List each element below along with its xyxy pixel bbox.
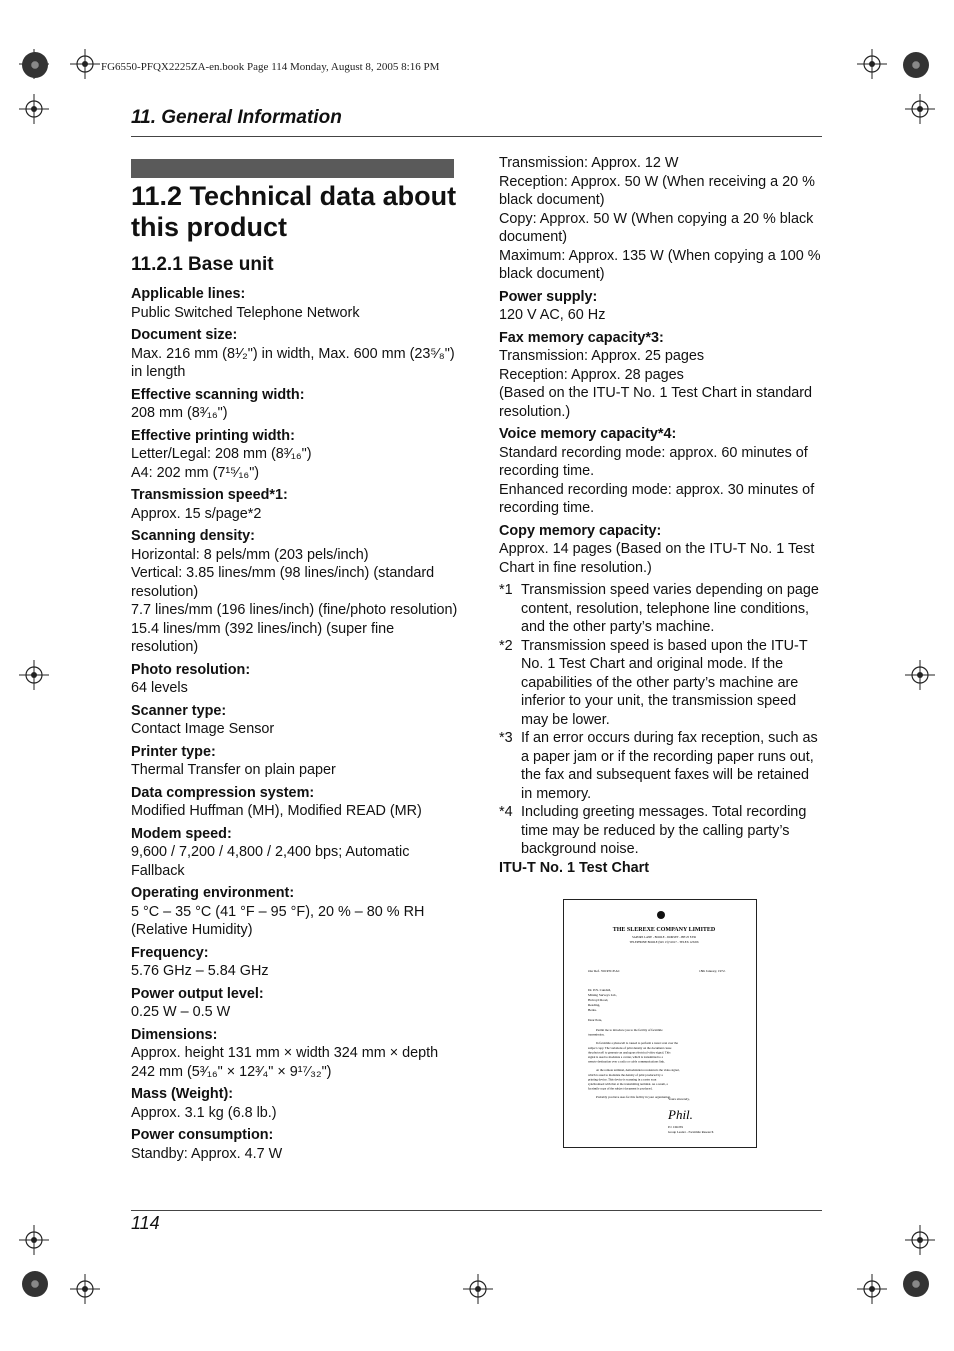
spec-label: Scanner type: — [131, 702, 227, 719]
spec-value: 0.25 W – 0.5 W — [131, 1004, 231, 1020]
letter-recipient-line: Reading, — [588, 1003, 601, 1007]
letter-address-1: SAPORS LANE - BOOLE - DORSET - BH 25 8 ER — [632, 935, 696, 939]
section-bar — [131, 159, 454, 178]
registration-mark-icon — [905, 1225, 935, 1255]
spec-item — [131, 944, 461, 981]
registration-mark-icon — [19, 660, 49, 690]
spec-value: 15.4 lines/mm (392 lines/inch) (super fine resolution) — [131, 620, 395, 655]
spec-item — [131, 486, 461, 523]
letter-recipient-line: Mining Surveys Ltd., — [588, 993, 618, 997]
spec-label: Copy memory capacity: — [499, 522, 662, 539]
spec-value: 120 V AC, 60 Hz — [499, 307, 606, 323]
spec-value: Copy: Approx. 50 W (When copying a 20 % black document) — [499, 210, 814, 245]
test-chart-image — [563, 899, 757, 1148]
footnote-text: Including greeting messages. Total recording time may be reduced by the calling party’s background noise. — [521, 804, 807, 857]
spec-label: Effective printing width: — [131, 427, 295, 444]
test-chart-title: ITU-T No. 1 Test Chart — [499, 859, 650, 876]
spec-value: Enhanced recording mode: approx. 30 minutes of recording time. — [499, 481, 815, 516]
footnote — [499, 581, 824, 637]
registration-mark-icon — [19, 1225, 49, 1255]
registration-mark-icon — [857, 49, 887, 79]
spec-item — [131, 1126, 461, 1163]
letter-paragraph-line: which is used to modulate the density of print produced by a — [588, 1072, 663, 1077]
spec-value: Approx. 3.1 kg (6.8 lb.) — [131, 1104, 277, 1121]
color-disc-icon — [903, 52, 929, 78]
spec-value: Approx. 15 s/page*2 — [131, 505, 262, 522]
spec-label: Voice memory capacity*4: — [499, 426, 677, 442]
spec-item — [131, 661, 461, 698]
power-consumption-continued — [499, 154, 824, 284]
spec-value: Max. 216 mm (8¹⁄₂") in width, Max. 600 mm (23⁵⁄₈") in length — [131, 345, 455, 380]
letter-paragraph-line: remote destination over a radio or cable communications link. — [588, 1059, 665, 1064]
registration-mark-icon — [905, 94, 935, 124]
spec-item — [131, 743, 461, 780]
footnote — [499, 729, 824, 803]
spec-item — [499, 522, 824, 578]
spec-value: Reception: Approx. 50 W (When receiving a 20 % black document) — [499, 173, 815, 208]
spec-value: Vertical: 3.85 lines/mm (98 lines/inch) (standard resolution) — [131, 565, 435, 600]
spec-value: Standard recording mode: approx. 60 minutes of recording time. — [499, 444, 808, 479]
color-disc-icon — [903, 1271, 929, 1297]
spec-value: Letter/Legal: 208 mm (8³⁄₁₆") — [131, 446, 312, 462]
footnote-text: If an error occurs during fax reception, such as a paper jam or if the recording paper runs out, the fax and subsequent faxes will be retained in memory. — [521, 730, 818, 802]
footnote — [499, 637, 824, 730]
spec-value: Thermal Transfer on plain paper — [131, 762, 336, 778]
spec-label: Modem speed: — [131, 825, 232, 842]
spec-item — [131, 985, 461, 1022]
spec-value: Contact Image Sensor — [131, 721, 275, 737]
spec-value: Public Switched Telephone Network — [131, 304, 360, 321]
spec-label: Frequency: — [131, 944, 209, 961]
registration-mark-icon — [905, 660, 935, 690]
spec-label: Document size: — [131, 327, 238, 343]
spec-value: 208 mm (8³⁄₁₆") — [131, 405, 228, 421]
letter-paragraph-line: signal is used to modulate a carrier, which is transmitted to a — [588, 1055, 663, 1059]
registration-mark-icon — [70, 1274, 100, 1304]
spec-value: Reception: Approx. 28 pages — [499, 366, 684, 383]
spec-label: Transmission speed*1: — [131, 487, 288, 503]
spec-value: Transmission: Approx. 25 pages — [499, 348, 705, 364]
spec-value: 9,600 / 7,200 / 4,800 / 2,400 bps; Automatic Fallback — [131, 844, 410, 879]
spec-label: Power supply: — [499, 288, 598, 305]
letter-company: THE SLEREXE COMPANY LIMITED — [612, 927, 716, 933]
subsection-title: 11.2.1 Base unit — [131, 254, 274, 275]
letter-paragraph-line: printing device. This device is scanning in a raster scan — [588, 1077, 657, 1082]
spec-value: Transmission: Approx. 12 W — [499, 155, 679, 171]
letter-paragraph-line: At the remote terminal, demodulation reconstructs the video signal, — [596, 1068, 680, 1073]
spec-item — [131, 1026, 461, 1082]
spec-label: Mass (Weight): — [131, 1086, 234, 1102]
registration-mark-icon — [19, 94, 49, 124]
letter-signature: Phil. — [668, 1107, 693, 1122]
spec-item — [131, 825, 461, 881]
spec-value: Horizontal: 8 pels/mm (203 pels/inch) — [131, 546, 369, 563]
spec-value: Approx. 14 pages (Based on the ITU-T No. 1 Test Chart in fine resolution.) — [499, 541, 815, 576]
spec-value: Approx. height 131 mm × width 324 mm × depth 242 mm (5³⁄₁₆" × 12³⁄₄" × 9¹⁷⁄₃₂") — [131, 1045, 439, 1080]
letter-sender-title: Group Leader - Facsimile Research — [668, 1130, 714, 1134]
spec-value: Modified Huffman (MH), Modified READ (MR) — [131, 803, 422, 819]
footnote-mark: *1 — [499, 582, 513, 598]
spec-item — [131, 285, 461, 322]
spec-label: Power consumption: — [131, 1127, 274, 1143]
chapter-header: 11. General Information — [131, 107, 342, 128]
spec-label: Data compression system: — [131, 784, 315, 801]
left-spec-column — [131, 285, 461, 1167]
spec-item — [499, 329, 824, 422]
spec-item — [131, 702, 461, 739]
page-number: 114 — [131, 1213, 160, 1233]
letter-recipient-line: Dr. P.N. Cundall, — [588, 988, 612, 992]
spec-value: 7.7 lines/mm (196 lines/inch) (fine/photo resolution) — [131, 602, 458, 618]
letter-address-2: TELEPHONE BOOLE (945 13) 51617 - TELEX 123456 — [629, 940, 699, 944]
spec-item — [131, 884, 461, 940]
spec-item — [131, 326, 461, 382]
letter-paragraph-line: facsimile copy of the subject document is produced. — [588, 1086, 653, 1091]
spec-item — [499, 288, 824, 325]
spec-label: Printer type: — [131, 743, 216, 760]
right-spec-column — [499, 154, 824, 877]
spec-label: Effective scanning width: — [131, 386, 305, 403]
spec-item — [131, 527, 461, 657]
letter-paragraph-line: synchronised with that at the transmitting terminal. As a result, a — [588, 1082, 668, 1086]
footnote — [499, 803, 824, 859]
letter-ref: Our Ref. 350/PJC/EAC — [588, 969, 620, 973]
registration-mark-icon — [463, 1274, 493, 1304]
color-disc-icon — [22, 1271, 48, 1297]
letter-paragraph-line: transmission. — [588, 1032, 605, 1037]
spec-value: 5.76 GHz – 5.84 GHz — [131, 963, 269, 979]
registration-mark-icon — [857, 1274, 887, 1304]
registration-mark-icon — [70, 49, 100, 79]
letter-paragraph-line: the photocell to generate an analogous electrical video signal. This — [588, 1050, 671, 1055]
footnote-mark: *3 — [499, 730, 513, 746]
spec-value: 5 °C – 35 °C (41 °F – 95 °F), 20 % – 80 % RH (Relative Humidity) — [131, 903, 425, 938]
letter-paragraph-line: In facsimile a photocell is caused to perform a raster scan over the — [596, 1041, 678, 1046]
spec-label: Dimensions: — [131, 1026, 218, 1043]
spec-item — [499, 425, 824, 518]
spec-item — [131, 386, 461, 423]
letter-paragraph-line: Permit me to introduce you to the facility of facsimile — [596, 1028, 663, 1032]
spec-label: Scanning density: — [131, 528, 255, 544]
spec-item — [131, 427, 461, 483]
letter-salutation: Dear Pete, — [588, 1018, 603, 1022]
spec-value: Standby: Approx. 4.7 W — [131, 1145, 283, 1162]
spec-item — [131, 784, 461, 821]
letter-date: 18th January, 1972. — [699, 969, 726, 973]
spec-item — [131, 1085, 461, 1122]
spec-value: Maximum: Approx. 135 W (When copying a 100 % black document) — [499, 247, 821, 282]
footnotes — [499, 581, 824, 859]
spec-label: Applicable lines: — [131, 286, 246, 302]
letter-sender: P.J. CROSS — [668, 1125, 684, 1129]
footnote-text: Transmission speed varies depending on page content, resolution, telephone line conditions, and the other party’s machine. — [521, 582, 819, 635]
spec-value: (Based on the ITU-T No. 1 Test Chart in standard resolution.) — [499, 385, 813, 420]
footnote-text: Transmission speed is based upon the ITU-T No. 1 Test Chart and original mode. If the capabilities of the other party’s machine are inferior to your unit, the transmission speed may be lower. — [521, 637, 808, 728]
footer-rule — [131, 1210, 822, 1211]
print-info: FG6550-PFQX2225ZA-en.book Page 114 Monday, August 8, 2005 8:16 PM — [101, 61, 440, 73]
letter-recipient-line: Berks. — [588, 1008, 597, 1012]
color-disc-icon — [22, 52, 48, 78]
spec-label: Power output level: — [131, 985, 264, 1002]
spec-label: Fax memory capacity*3: — [499, 329, 664, 346]
spec-value: 64 levels — [131, 680, 188, 696]
header-rule — [131, 136, 822, 137]
letter-paragraph-line: Probably you have uses for this facility in your organisation. — [596, 1095, 671, 1100]
letter-paragraph-line: subject copy. The variations of print density on the document cause — [588, 1045, 672, 1050]
spec-value: A4: 202 mm (7¹⁵⁄₁₆") — [131, 464, 260, 481]
letter-closing: Yours sincerely, — [668, 1097, 690, 1101]
spec-label: Photo resolution: — [131, 661, 251, 678]
footnote-mark: *4 — [499, 804, 513, 820]
section-title: 11.2 Technical data about this product — [131, 181, 457, 242]
test-chart-letter — [564, 900, 758, 1149]
letter-recipient-line: Holroyd Road, — [588, 998, 609, 1002]
spec-label: Operating environment: — [131, 885, 295, 901]
footnote-mark: *2 — [499, 637, 513, 654]
